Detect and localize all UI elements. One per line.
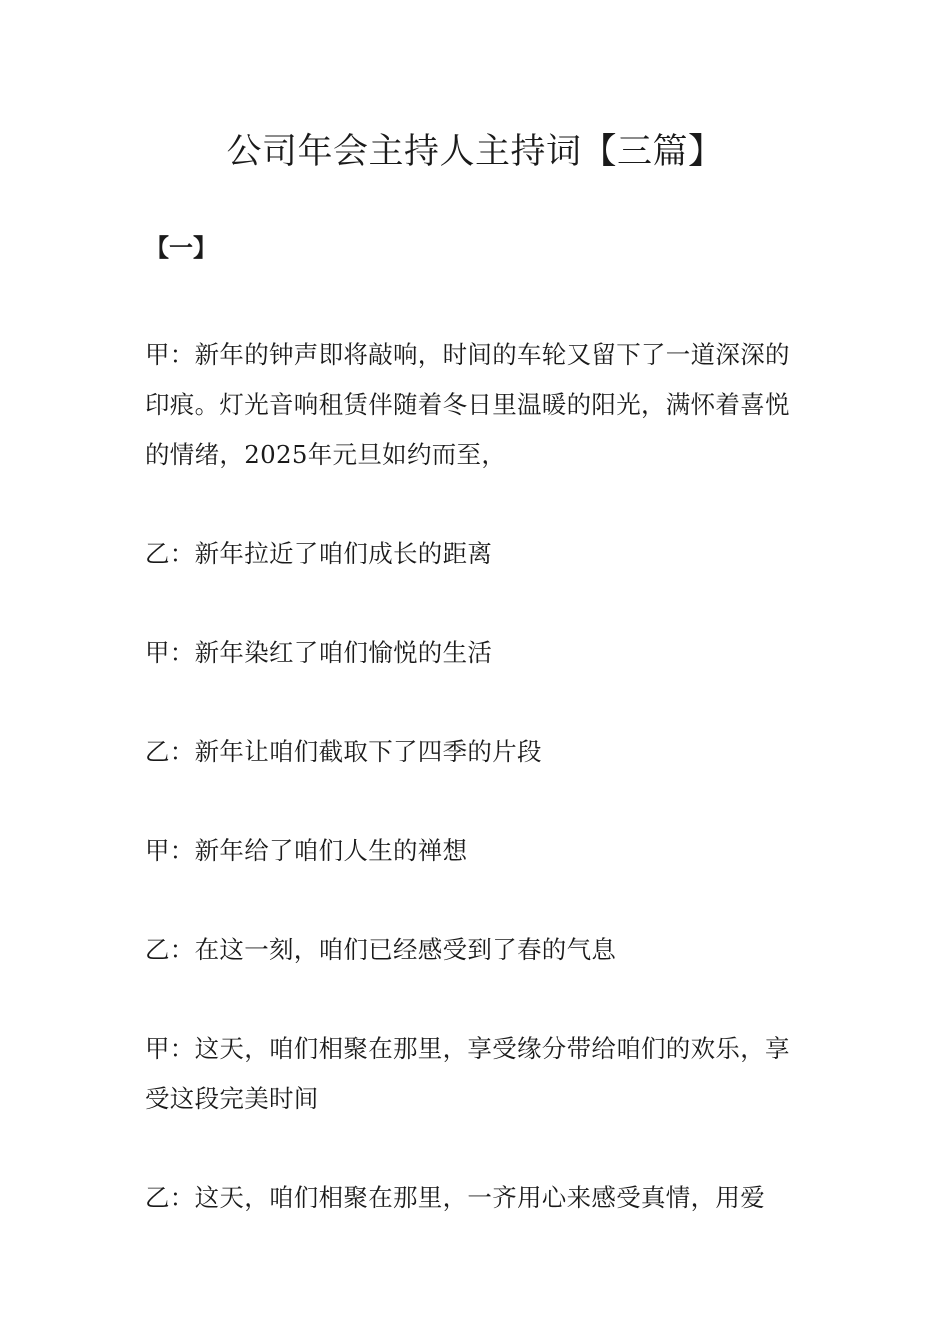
paragraph: 乙：新年拉近了咱们成长的距离 <box>145 539 493 568</box>
paragraph: 乙：新年让咱们截取下了四季的片段 <box>145 737 542 766</box>
section-heading: 【一】 <box>145 234 217 262</box>
paragraph: 甲：新年染红了咱们愉悦的生活 <box>145 638 493 667</box>
paragraph: 乙：这天，咱们相聚在那里，一齐用心来感受真情，用爱 <box>145 1183 765 1212</box>
paragraph: 甲：这天，咱们相聚在那里，享受缘分带给咱们的欢乐，享受这段完美时间 <box>145 1034 790 1113</box>
document-body <box>145 330 811 1272</box>
paragraph: 乙：在这一刻，咱们已经感受到了春的气息 <box>145 935 617 964</box>
document-title: 公司年会主持人主持词【三篇】 <box>226 132 724 172</box>
paragraph: 甲：新年给了咱们人生的禅想 <box>145 836 468 865</box>
paragraph: 甲：新年的钟声即将敲响，时间的车轮又留下了一道深深的印痕。灯光音响租赁伴随着冬日里温暖的阳光，满怀着喜悦的情绪，2025年元旦如约而至， <box>145 340 790 469</box>
